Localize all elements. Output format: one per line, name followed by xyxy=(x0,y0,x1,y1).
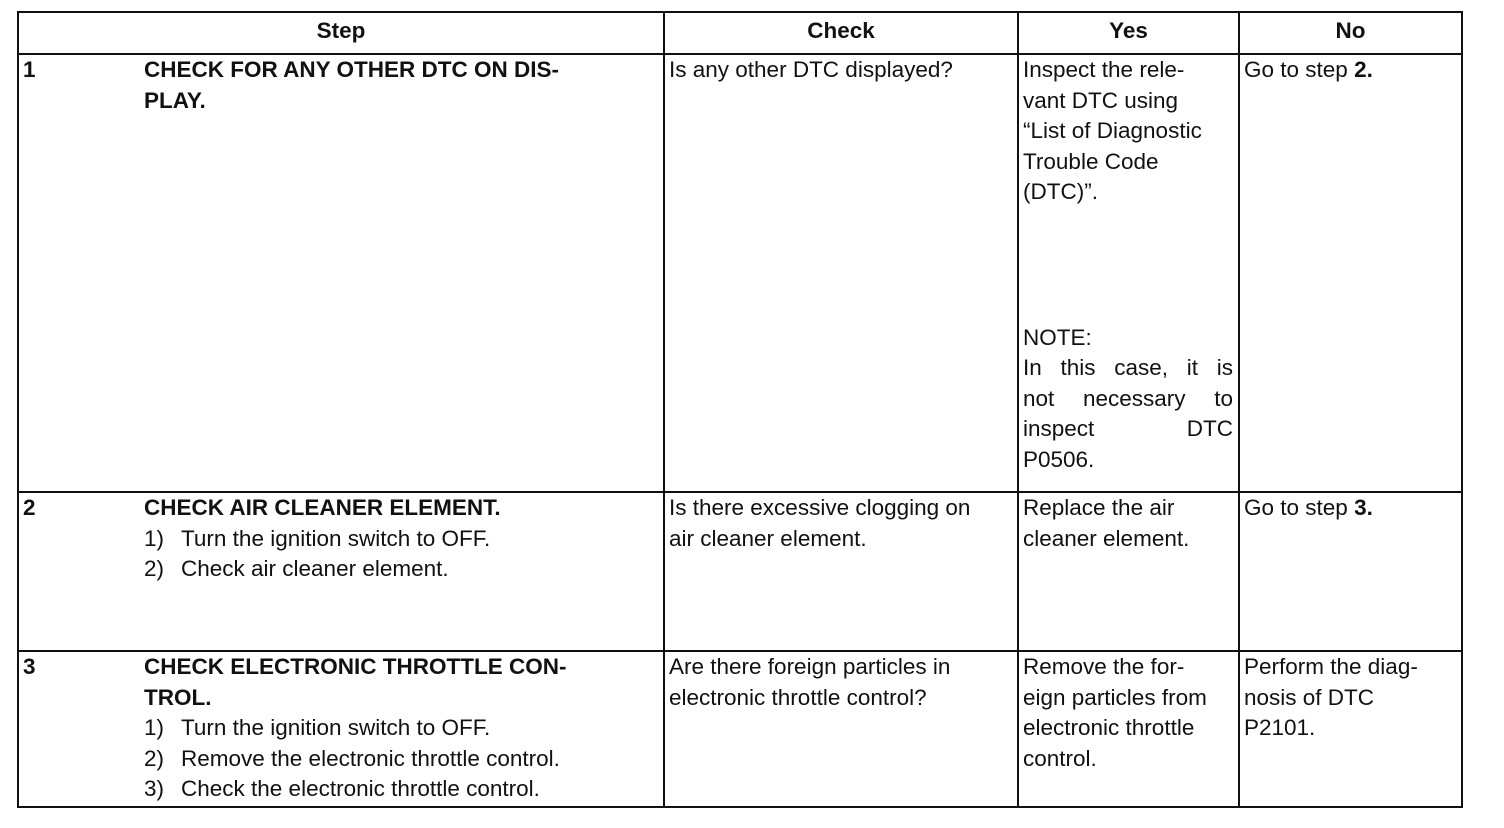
header-check: Check xyxy=(664,12,1018,54)
table-row xyxy=(18,492,1462,651)
step-number: 2 xyxy=(23,495,36,520)
table-row xyxy=(18,651,1462,807)
substep xyxy=(144,744,658,775)
yes-cell xyxy=(1018,651,1239,807)
step-title-line: PLAY. xyxy=(144,87,206,113)
no-text: Go to step xyxy=(1244,495,1355,520)
yes-cell xyxy=(1018,54,1239,492)
yes-line: control. xyxy=(1023,745,1097,771)
yes-line: Remove the for- xyxy=(1023,654,1185,679)
step-cell xyxy=(18,651,664,807)
yes-line: eign particles from xyxy=(1023,684,1207,710)
yes-line: (DTC)”. xyxy=(1023,179,1098,204)
substep-text: Check air cleaner element. xyxy=(181,556,449,581)
check-line: Is there excessive clogging on xyxy=(669,495,971,520)
no-text: Go to step xyxy=(1244,57,1355,82)
no-line: Perform the diag- xyxy=(1244,654,1418,679)
check-cell xyxy=(664,651,1018,807)
substep-number: 2) xyxy=(144,556,165,581)
substep xyxy=(144,554,658,585)
yes-line: cleaner element. xyxy=(1023,525,1190,551)
no-cell xyxy=(1239,54,1462,492)
note-line: In this case, it is xyxy=(1023,355,1233,380)
substep xyxy=(144,774,658,805)
yes-line: “List of Diagnostic xyxy=(1023,118,1202,143)
step-title-line: TROL. xyxy=(144,684,212,710)
note-line: not necessary to xyxy=(1023,385,1233,411)
table-row xyxy=(18,54,1462,492)
step-title-line: CHECK ELECTRONIC THROTTLE CON- xyxy=(144,654,567,679)
check-line: air cleaner element. xyxy=(669,525,867,551)
check-cell xyxy=(664,54,1018,492)
yes-line: electronic throttle xyxy=(1023,715,1195,740)
substep-number: 2) xyxy=(144,745,165,771)
note-line: inspect DTC xyxy=(1023,416,1233,441)
next-step-ref: 3. xyxy=(1354,495,1373,520)
substep-text: Remove the electronic throttle control. xyxy=(181,745,560,771)
header-no: No xyxy=(1239,12,1462,54)
yes-line: Inspect the rele- xyxy=(1023,57,1185,82)
note-line: P0506. xyxy=(1023,446,1095,472)
note-label: NOTE: xyxy=(1023,324,1092,350)
table-header-row xyxy=(18,12,1462,54)
next-step-ref: 2. xyxy=(1354,57,1373,82)
substep xyxy=(144,713,658,744)
substep-text: Check the electronic throttle control. xyxy=(181,776,540,801)
yes-cell xyxy=(1018,492,1239,651)
step-title-line: CHECK AIR CLEANER ELEMENT. xyxy=(144,495,501,520)
substep-text: Turn the ignition switch to OFF. xyxy=(181,525,491,551)
substep-number: 1) xyxy=(144,525,165,551)
diagnostic-table xyxy=(17,11,1463,808)
no-cell xyxy=(1239,492,1462,651)
step-cell xyxy=(18,54,664,492)
check-cell xyxy=(664,492,1018,651)
yes-line: Trouble Code xyxy=(1023,148,1159,174)
yes-line: vant DTC using xyxy=(1023,87,1179,113)
substep-number: 3) xyxy=(144,776,165,801)
check-line: electronic throttle control? xyxy=(669,684,927,710)
step-number: 1 xyxy=(23,57,36,82)
check-text: Is any other DTC displayed? xyxy=(669,57,953,82)
substep-number: 1) xyxy=(144,715,165,740)
no-line: nosis of DTC xyxy=(1244,684,1375,710)
header-yes: Yes xyxy=(1018,12,1239,54)
step-number: 3 xyxy=(23,654,36,679)
substep xyxy=(144,524,658,555)
step-cell xyxy=(18,492,664,651)
yes-line: Replace the air xyxy=(1023,495,1175,520)
step-title-line: CHECK FOR ANY OTHER DTC ON DIS- xyxy=(144,57,560,82)
substep-text: Turn the ignition switch to OFF. xyxy=(181,715,491,740)
no-line: P2101. xyxy=(1244,715,1316,740)
check-line: Are there foreign particles in xyxy=(669,654,951,679)
header-step: Step xyxy=(18,12,664,54)
no-cell xyxy=(1239,651,1462,807)
